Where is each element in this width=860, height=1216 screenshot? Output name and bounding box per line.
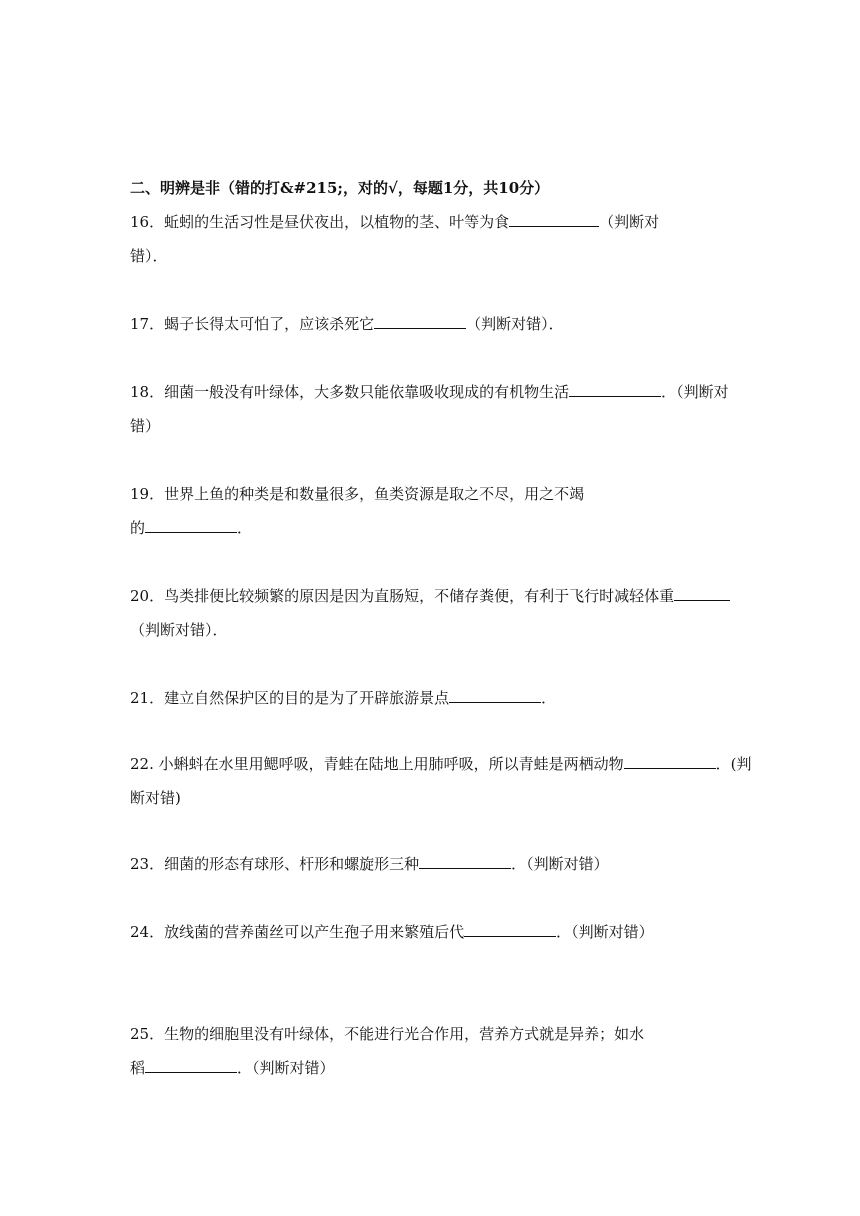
question-16-line-1 [130, 212, 659, 232]
question-22-line-2 [130, 788, 181, 808]
question-18-text: 18．细菌一般没有叶绿体，大多数只能依靠吸收现成的有机物生活 [130, 383, 570, 401]
question-24-line [130, 922, 654, 942]
question-20-line-1 [130, 586, 730, 606]
question-18-line-1 [130, 382, 729, 402]
question-19-suffix: ． [237, 519, 253, 537]
answer-blank[interactable] [145, 1058, 237, 1073]
question-21-text: 21．建立自然保护区的目的是为了开辟旅游景点 [130, 689, 450, 707]
question-25-suffix: ．（判断对错） [237, 1059, 335, 1077]
question-25-text: 25．生物的细胞里没有叶绿体，不能进行光合作用，营养方式就是异养；如水 [130, 1025, 645, 1043]
question-18-line-2 [130, 416, 160, 436]
answer-blank[interactable] [374, 314, 466, 329]
question-23-line [130, 854, 609, 874]
question-23-suffix: ．（判断对错） [511, 855, 609, 873]
question-17-suffix: （判断对错）． [466, 315, 564, 333]
question-17-text: 17．蝎子长得太可怕了，应该杀死它 [130, 315, 375, 333]
question-19-text: 19．世界上鱼的种类是和数量很多，鱼类资源是取之不尽，用之不竭 [130, 485, 585, 503]
question-21-suffix: ． [541, 689, 557, 707]
question-23-text: 23．细菌的形态有球形、杆形和螺旋形三种 [130, 855, 420, 873]
question-19-line-1 [130, 484, 584, 504]
answer-blank[interactable] [624, 754, 716, 769]
answer-blank[interactable] [145, 518, 237, 533]
question-25-line-2 [130, 1058, 335, 1078]
answer-blank[interactable] [509, 212, 599, 227]
question-24-suffix: ．（判断对错） [556, 923, 654, 941]
question-18-suffix: ．（判断对 [661, 383, 729, 401]
question-19-prefix-2: 的 [130, 519, 146, 537]
question-21-line [130, 688, 556, 708]
question-25-prefix-2: 稻 [130, 1059, 146, 1077]
answer-blank[interactable] [674, 586, 730, 601]
question-16-line-2 [130, 246, 168, 266]
answer-blank[interactable] [449, 688, 541, 703]
question-22-suffix: ．(判 [715, 755, 752, 773]
answer-blank[interactable] [569, 382, 661, 397]
question-19-line-2 [130, 518, 252, 538]
question-20-suffix: （判断对错）． [130, 621, 228, 639]
question-16-text: 16．蚯蚓的生活习性是昼伏夜出，以植物的茎、叶等为食 [130, 213, 510, 231]
question-22-text: 22. 小蝌蚪在水里用鳃呼吸，青蛙在陆地上用肺呼吸，所以青蛙是两栖动物 [130, 755, 624, 773]
question-25-line-1 [130, 1024, 644, 1044]
question-20-line-2 [130, 620, 228, 640]
question-16-suffix-2: 错）． [130, 247, 168, 265]
question-17-line [130, 314, 564, 334]
question-20-text: 20．鸟类排便比较频繁的原因是因为直肠短，不储存粪便，有利于飞行时减轻体重 [130, 587, 675, 605]
question-24-text: 24．放线菌的营养菌丝可以产生孢子用来繁殖后代 [130, 923, 465, 941]
answer-blank[interactable] [464, 922, 556, 937]
question-22-line-1 [130, 754, 752, 774]
answer-blank[interactable] [419, 854, 511, 869]
question-18-suffix-2: 错） [130, 417, 161, 435]
question-16-suffix: （判断对 [599, 213, 660, 231]
section-heading: 二、明辨是非（错的打&#215;，对的√，每题1分，共10分） [130, 179, 550, 197]
question-22-suffix-2: 断对错) [130, 789, 181, 807]
